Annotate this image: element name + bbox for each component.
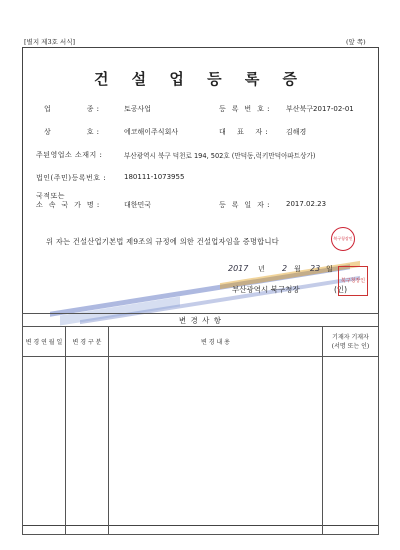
round-seal-text: 북구청장인 [333, 236, 353, 241]
nationality-label-line1: 국적또는 [36, 192, 66, 200]
official-stamp [338, 266, 368, 296]
form-number: [별지 제3호 서식] [24, 38, 76, 46]
industry-value: 토공사업 [124, 105, 152, 113]
industry-label: 업 종 : [44, 105, 100, 113]
col-signature [323, 327, 379, 357]
corp-number-label: 법인(주민)등록번호 : [36, 174, 107, 182]
document-title: 건 설 업 등 록 증 [93, 70, 307, 88]
history-cell-content [109, 357, 323, 535]
col-change-content: 변 경 내 용 [109, 327, 323, 357]
issue-day-handwritten: 23 [310, 264, 321, 273]
col-change-type: 변 경 구 분 [66, 327, 109, 357]
issue-year-handwritten: 2017 [228, 264, 249, 273]
company-name-label: 상 호 : [44, 128, 100, 136]
col-signature-label: 기재자 기재자 [332, 333, 369, 341]
office-address-label: 주된영업소 소재지 : [36, 151, 103, 159]
issuer-name: 부산광역시 북구청장 [232, 285, 300, 294]
round-seal [331, 227, 355, 251]
representative-value: 김해경 [286, 128, 307, 136]
issuer-seal-mark: (인) [334, 285, 348, 294]
issue-year-label: 년 [258, 265, 266, 273]
office-address-value: 부산광역시 북구 덕천로 194, 502호 (만덕동,럭키만덕아파트상가) [124, 152, 316, 160]
history-cell-sign [323, 357, 379, 535]
representative-label: 대 표 자 : [219, 128, 269, 136]
issue-month-label: 월 [294, 265, 302, 273]
company-name-value: 에코해이주식회사 [124, 128, 179, 136]
change-history-table [22, 313, 379, 535]
official-stamp-text: 북구청장인 [340, 277, 366, 284]
registration-date-label: 등 록 일 자 : [219, 201, 270, 209]
corp-number-value: 180111-1073955 [124, 173, 185, 181]
certification-statement: 위 자는 건설산업기본법 제9조의 규정에 의한 건설업자임을 증명합니다 [46, 237, 280, 246]
issue-day-label: 일 [326, 265, 334, 273]
registration-number-value: 부산북구2017-02-01 [286, 105, 354, 113]
registration-date-value: 2017.02.23 [286, 200, 327, 208]
change-history-title: 변 경 사 항 [23, 314, 379, 327]
nationality-value: 대한민국 [124, 201, 152, 209]
history-cell-date [23, 357, 66, 535]
registration-number-label: 등 록 번 호 : [219, 105, 270, 113]
col-change-date: 변 경 연 월 일 [23, 327, 66, 357]
history-cell-type [66, 357, 109, 535]
nationality-label-line2: 소 속 국 가 명 : [36, 201, 100, 209]
issue-month-handwritten: 2 [282, 264, 288, 273]
col-signature-sub: (서명 또는 인) [331, 342, 370, 350]
page-side-label: (앞 쪽) [346, 38, 366, 46]
